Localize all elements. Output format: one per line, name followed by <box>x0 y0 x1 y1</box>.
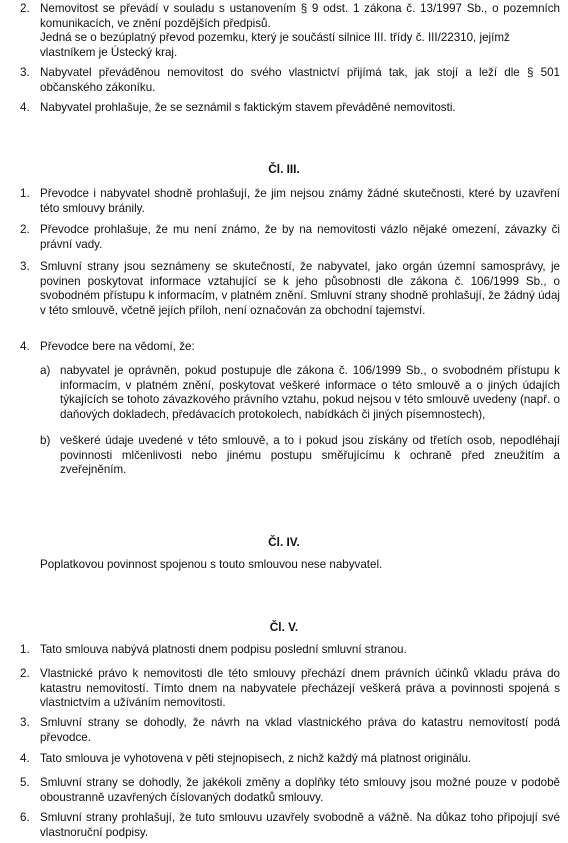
clause-number: 4. <box>20 752 30 765</box>
clause-number: 4. <box>20 340 30 353</box>
section-title: Čl. IV. <box>268 535 300 549</box>
subclause-text: veškeré údaje uvedené v této smlouvě, a to i pokud jsou získány od třetích osob, nepodléhají povinnosti mlčenlivosti nebo jinému postupu směřujícímu k ochraně před zneužitím a zveřejněním. <box>60 434 560 477</box>
clause-text: Smluvní strany jsou seznámeny se skutečností, že nabyvatel, jako orgán územní samosprávy, je povinen poskytovat informace vztahující se k jeho působnosti dle zákona č. 106/1999 Sb., o svobodném přístupu k informacím, v platném znění. Smluvní strany shodně prohlašují, že žádný údaj v této smlouvě, včetně jejích příloh, není označován za obchodní tajemství. <box>40 260 560 317</box>
clause-number: 1. <box>20 187 30 200</box>
clause-text: Nabyvatel převáděnou nemovitost do svého vlastnictví přijímá tak, jak stojí a leží dle § 501 občanského zákoníku. <box>40 66 560 94</box>
clause-5 <box>20 776 560 805</box>
section-text: Poplatkovou povinnost spojenou s touto smlouvou nese nabyvatel. <box>40 558 383 571</box>
clause-2 <box>20 223 560 252</box>
clause-number: 1. <box>20 643 30 656</box>
clause-4 <box>20 752 560 767</box>
clause-3 <box>20 260 560 318</box>
clause-6 <box>20 811 560 840</box>
clause-3 <box>20 66 560 95</box>
clause-text: Nabyvatel prohlašuje, že se seznámil s faktickým stavem převáděné nemovitosti. <box>40 101 456 114</box>
clause-1 <box>20 643 560 658</box>
clause-text: Smluvní strany prohlašují, že tuto smlouvu uzavřely svobodně a vážně. Na důkaz toho připojují své vlastnoruční podpisy. <box>40 811 560 839</box>
clause-2 <box>20 667 560 711</box>
clause-text: Jedná se o bezúplatný převod pozemku, který je součástí silnice III. třídy č. III/22310, jejímž vlastníkem je Ústecký kraj. <box>40 31 510 59</box>
subclause-label: b) <box>40 434 51 447</box>
clause-number: 2. <box>20 2 30 15</box>
clause-text: Tato smlouva je vyhotovena v pěti stejnopisech, z nichž každý má platnost originálu. <box>40 752 472 765</box>
clause-text: Smluvní strany se dohodly, že návrh na vklad vlastnického práva do katastru nemovitostí podá převodce. <box>40 716 560 744</box>
subclause-a <box>40 364 560 422</box>
clause-number: 5. <box>20 776 30 789</box>
section-title: Čl. V. <box>269 620 299 634</box>
clause-number: 6. <box>20 811 30 824</box>
subclause-label: a) <box>40 364 51 377</box>
clause-4 <box>20 101 560 116</box>
clause-text: Převodce i nabyvatel shodně prohlašují, že jim nejsou známy žádné skutečnosti, které by uzavření této smlouvy bránily. <box>40 187 560 215</box>
clause-text: Převodce prohlašuje, že mu není známo, že by na nemovitosti vázlo nějaké omezení, závazky či právní vady. <box>40 223 560 251</box>
clause-4 <box>20 340 560 355</box>
clause-number: 3. <box>20 260 30 273</box>
clause-2 <box>20 2 560 60</box>
clause-number: 4. <box>20 101 30 114</box>
subclause-b <box>40 434 560 478</box>
clause-number: 2. <box>20 667 30 680</box>
clause-text: Tato smlouva nabývá platnosti dnem podpisu poslední smluvní stranou. <box>40 643 407 656</box>
clause-text: Převodce bere na vědomí, že: <box>40 340 195 353</box>
clause-number: 2. <box>20 223 30 236</box>
subclause-text: nabyvatel je oprávněn, pokud postupuje dle zákona č. 106/1999 Sb., o svobodném přístupu k informacím, v platném znění, poskytovat veškeré informace o této smlouvě a o jiných údajích týkajících se tohoto závazkového právního vztahu, pokud nejsou v této smlouvě uvedeny (např. o daňových dokladech, předávacích protokolech, nabídkách či jiných písemnostech), <box>60 364 560 421</box>
clause-text: Nemovitost se převádí v souladu s ustanovením § 9 odst. 1 zákona č. 13/1997 Sb., o pozemních komunikacích, ve znění pozdějších předpisů. <box>40 2 560 30</box>
clause-text: Smluvní strany se dohodly, že jakékoli změny a doplňky této smlouvy jsou možné pouze v podobě oboustranně uzavřených číslovaných dodatků smlouvy. <box>40 776 560 804</box>
clause-3 <box>20 716 560 745</box>
clause-1 <box>20 187 560 216</box>
clause-number: 3. <box>20 66 30 79</box>
clause-text: Vlastnické právo k nemovitosti dle této smlouvy přechází dnem právních účinků vkladu práva do katastru nemovitostí. Tímto dnem na nabyvatele přecházejí veškerá práva a povinnosti spojená s vlastnictvím a užíváním nemovitosti. <box>40 667 560 710</box>
clause-number: 3. <box>20 716 30 729</box>
section-title: Čl. III. <box>268 162 300 176</box>
